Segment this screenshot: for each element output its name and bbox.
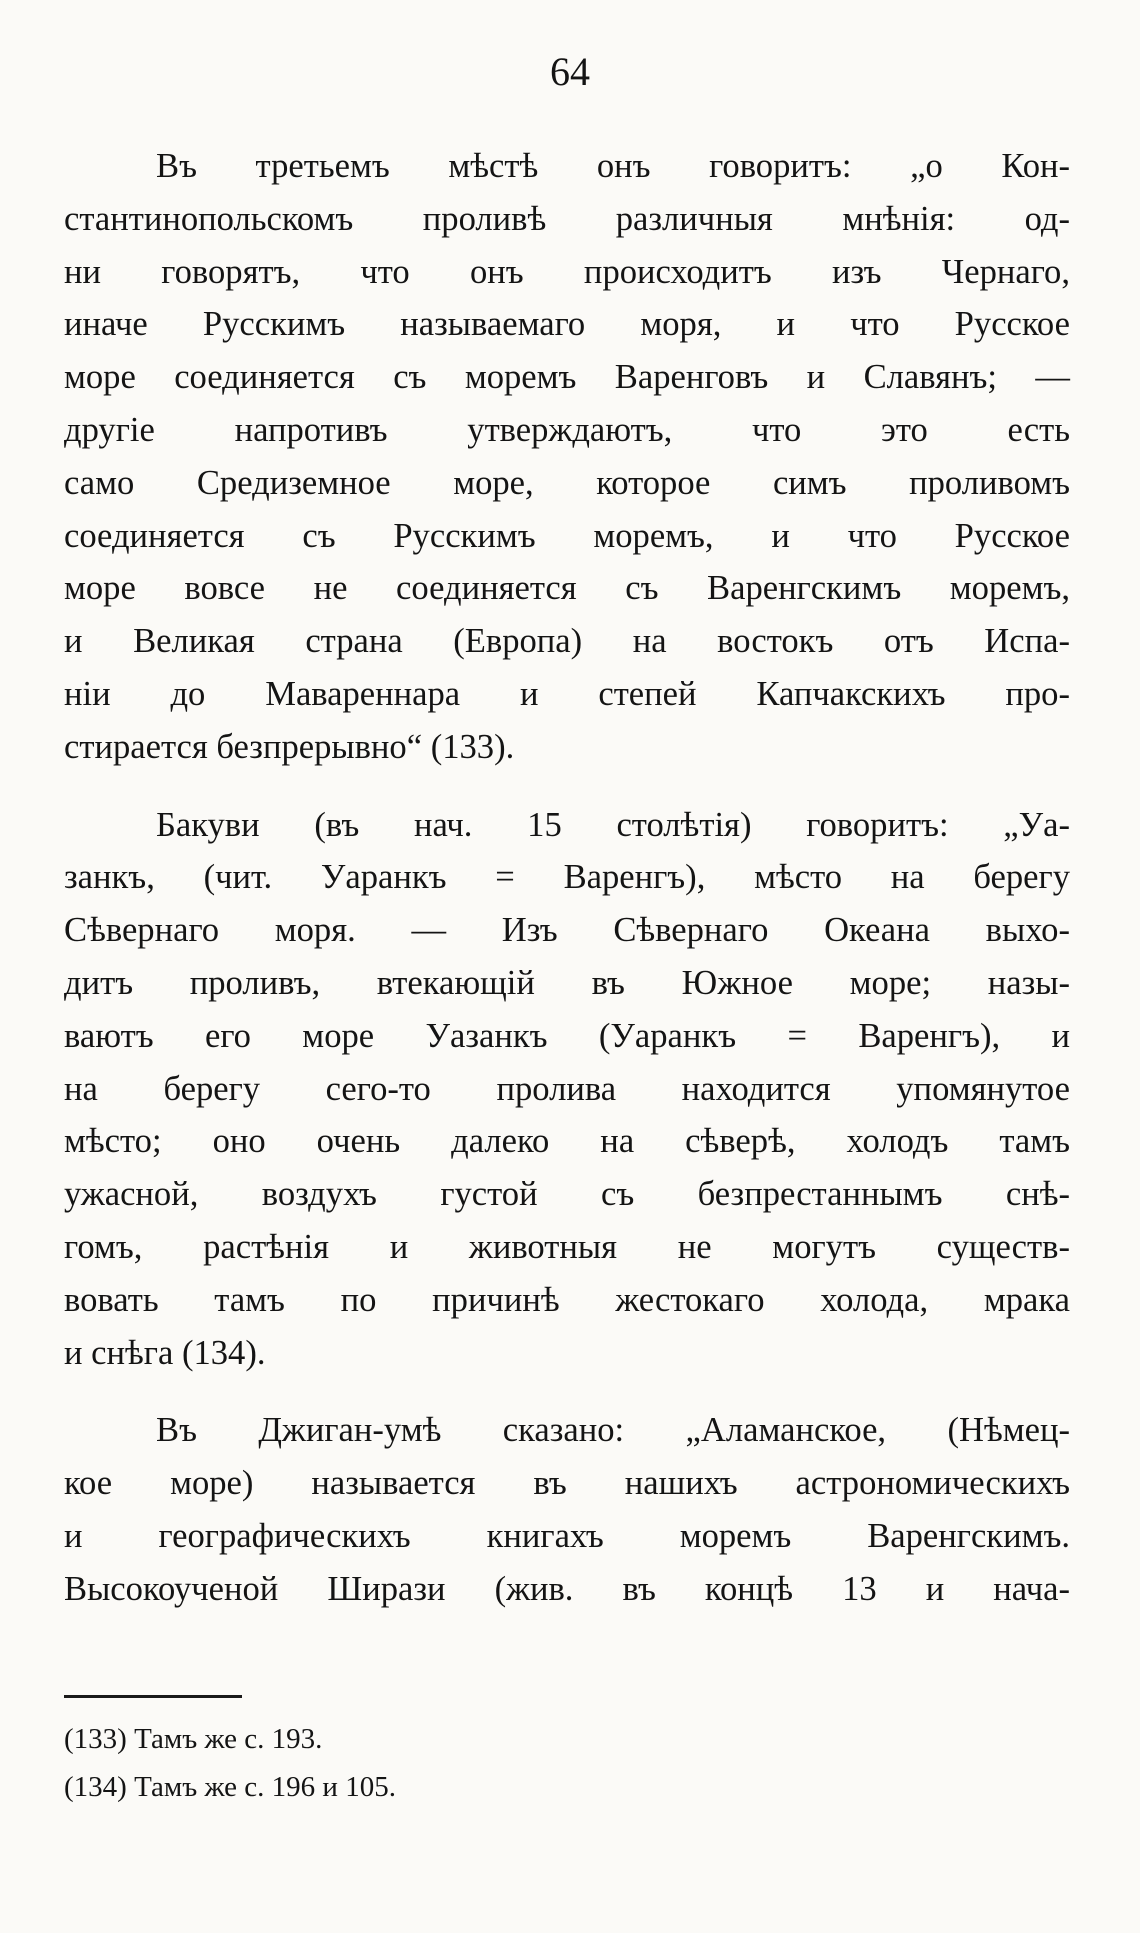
text-line: ужасной, воздухъ густой съ безпрестаннымъ снѣ- bbox=[64, 1175, 1070, 1214]
body-text bbox=[64, 140, 1070, 1616]
text-line: соединяется съ Русскимъ моремъ, и что Русское bbox=[64, 516, 1070, 555]
text-line: стирается безпрерывно“ (133). bbox=[64, 727, 515, 766]
text-line: и снѣга (134). bbox=[64, 1333, 266, 1372]
text-line: и географическихъ книгахъ моремъ Варенгскимъ. bbox=[64, 1516, 1070, 1555]
text-line: Высокоученой Ширази (жив. въ концѣ 13 и нача- bbox=[64, 1569, 1070, 1608]
text-line: само Средиземное море, которое симъ проливомъ bbox=[64, 463, 1070, 502]
footnote-133: (133) Тамъ же с. 193. bbox=[64, 1723, 323, 1755]
text-line: Въ Джиган-умѣ сказано: „Аламанское, (Нѣмец- bbox=[156, 1411, 1070, 1450]
paragraph bbox=[64, 1404, 1070, 1615]
text-line: стантинопольскомъ проливѣ различныя мнѣнія: од- bbox=[64, 199, 1070, 238]
text-line: и Великая страна (Европа) на востокъ отъ Испа- bbox=[64, 622, 1070, 661]
text-line: мѣсто; оно очень далеко на сѣверѣ, холодъ тамъ bbox=[64, 1122, 1070, 1161]
text-line: Бакуви (въ нач. 15 столѣтія) говоритъ: „Уа- bbox=[156, 805, 1070, 844]
text-line: другіе напротивъ утверждаютъ, что это есть bbox=[64, 410, 1070, 449]
text-line: ни говорятъ, что онъ происходитъ изъ Чернаго, bbox=[64, 252, 1070, 291]
text-line: Сѣвернаго моря. — Изъ Сѣвернаго Океана выхо- bbox=[64, 911, 1070, 950]
text-line: иначе Русскимъ называемаго моря, и что Русское bbox=[64, 305, 1070, 344]
text-line: ніи до Мавареннара и степей Капчакскихъ про- bbox=[64, 674, 1070, 713]
text-line: дитъ проливъ, втекающій въ Южное море; назы- bbox=[64, 963, 1070, 1002]
footnotes bbox=[64, 1715, 764, 1811]
text-line: кое море) называется въ нашихъ астрономическихъ bbox=[64, 1464, 1070, 1503]
page-number: 64 bbox=[550, 49, 590, 94]
text-line: на берегу сего-то пролива находится упомянутое bbox=[64, 1069, 1070, 1108]
text-line: гомъ, растѣнія и животныя не могутъ существ- bbox=[64, 1227, 1070, 1266]
footnote-divider bbox=[64, 1695, 242, 1698]
text-line: море соединяется съ моремъ Варенговъ и Славянъ; — bbox=[64, 358, 1070, 397]
paragraph bbox=[64, 140, 1070, 774]
text-line: занкъ, (чит. Уаранкъ = Варенгъ), мѣсто на берегу bbox=[64, 858, 1070, 897]
footnote-134: (134) Тамъ же с. 196 и 105. bbox=[64, 1771, 396, 1803]
paragraph bbox=[64, 799, 1070, 1380]
text-line: вовать тамъ по причинѣ жестокаго холода, мрака bbox=[64, 1280, 1070, 1319]
text-line: ваютъ его море Уазанкъ (Уаранкъ = Варенгъ), и bbox=[64, 1016, 1070, 1055]
text-line: море вовсе не соединяется съ Варенгскимъ моремъ, bbox=[64, 569, 1070, 608]
text-line: Въ третьемъ мѣстѣ онъ говоритъ: „о Кон- bbox=[156, 147, 1070, 185]
